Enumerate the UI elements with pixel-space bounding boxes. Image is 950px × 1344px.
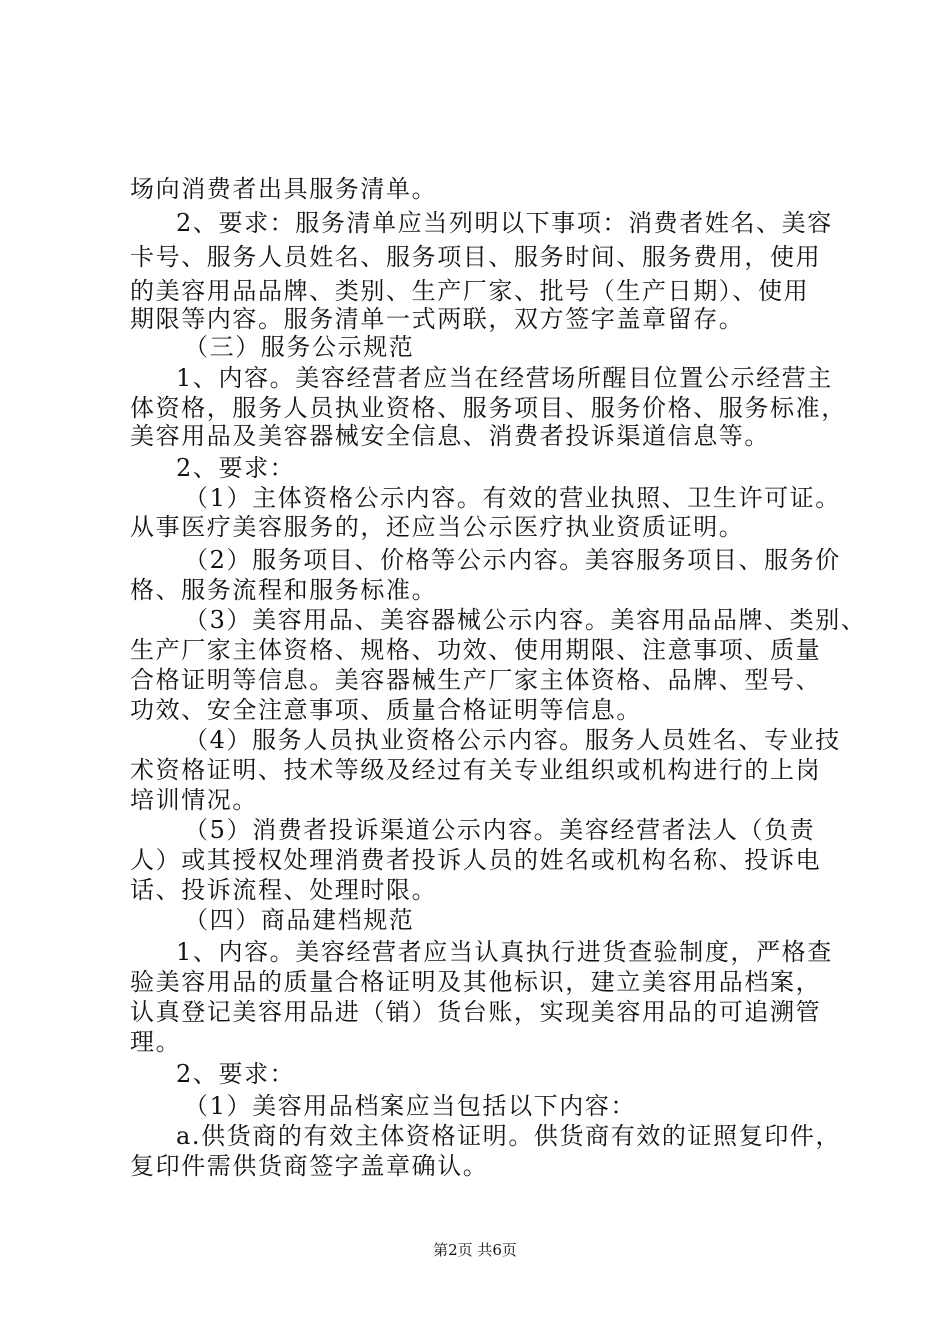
text-line: 理。 [130,1028,182,1056]
text-line: 1、内容。美容经营者应当在经营场所醒目位置公示经营主 [176,364,833,392]
text-line: （3）美容用品、美容器械公示内容。美容用品品牌、类别、 [184,606,867,634]
text-line: （1）主体资格公示内容。有效的营业执照、卫生许可证。 [184,484,841,512]
text-line: 生产厂家主体资格、规格、功效、使用期限、注意事项、质量 [130,636,822,664]
text-line: （4）服务人员执业资格公示内容。服务人员姓名、专业技 [184,726,841,754]
section-heading: （三）服务公示规范 [184,333,415,361]
text-line: 卡号、服务人员姓名、服务项目、服务时间、服务费用，使用 [130,243,822,271]
text-line: 1、内容。美容经营者应当认真执行进货查验制度，严格查 [176,938,833,966]
text-line: 期限等内容。服务清单一式两联，双方签字盖章留存。 [130,305,745,333]
text-line: 复印件需供货商签字盖章确认。 [130,1152,489,1180]
text-line: 的美容用品品牌、类别、生产厂家、批号（生产日期）、使用 [130,277,810,305]
text-line: 格、服务流程和服务标准。 [130,576,438,604]
text-line: 人）或其授权处理消费者投诉人员的姓名或机构名称、投诉电 [130,846,822,874]
text-line: （2）服务项目、价格等公示内容。美容服务项目、服务价 [184,546,841,574]
text-line: （1）美容用品档案应当包括以下内容： [184,1092,637,1120]
page-number-footer: 第2页 共6页 [433,1241,517,1259]
section-heading: （四）商品建档规范 [184,906,415,934]
text-line: 验美容用品的质量合格证明及其他标识，建立美容用品档案， [130,968,822,996]
text-line: 美容用品及美容器械安全信息、消费者投诉渠道信息等。 [130,422,770,450]
text-line: 从事医疗美容服务的，还应当公示医疗执业资质证明。 [130,513,745,541]
text-line: 培训情况。 [130,786,258,814]
text-line: 话、投诉流程、处理时限。 [130,876,438,904]
text-line: 认真登记美容用品进（销）货台账，实现美容用品的可追溯管 [130,998,822,1026]
text-line: 术资格证明、技术等级及经过有关专业组织或机构进行的上岗 [130,756,822,784]
text-line: 体资格，服务人员执业资格、服务项目、服务价格、服务标准， [130,394,847,422]
text-line: 合格证明等信息。美容器械生产厂家主体资格、品牌、型号、 [130,666,822,694]
text-line: 2、要求：服务清单应当列明以下事项：消费者姓名、美容 [176,209,833,237]
text-line: 2、要求： [176,454,296,482]
text-line: 功效、安全注意事项、质量合格证明等信息。 [130,696,642,724]
text-line: a.供货商的有效主体资格证明。供货商有效的证照复印件， [176,1122,842,1150]
text-line: 2、要求： [176,1060,296,1088]
text-line: 场向消费者出具服务清单。 [130,175,438,203]
text-line: （5）消费者投诉渠道公示内容。美容经营者法人（负责 [184,816,816,844]
